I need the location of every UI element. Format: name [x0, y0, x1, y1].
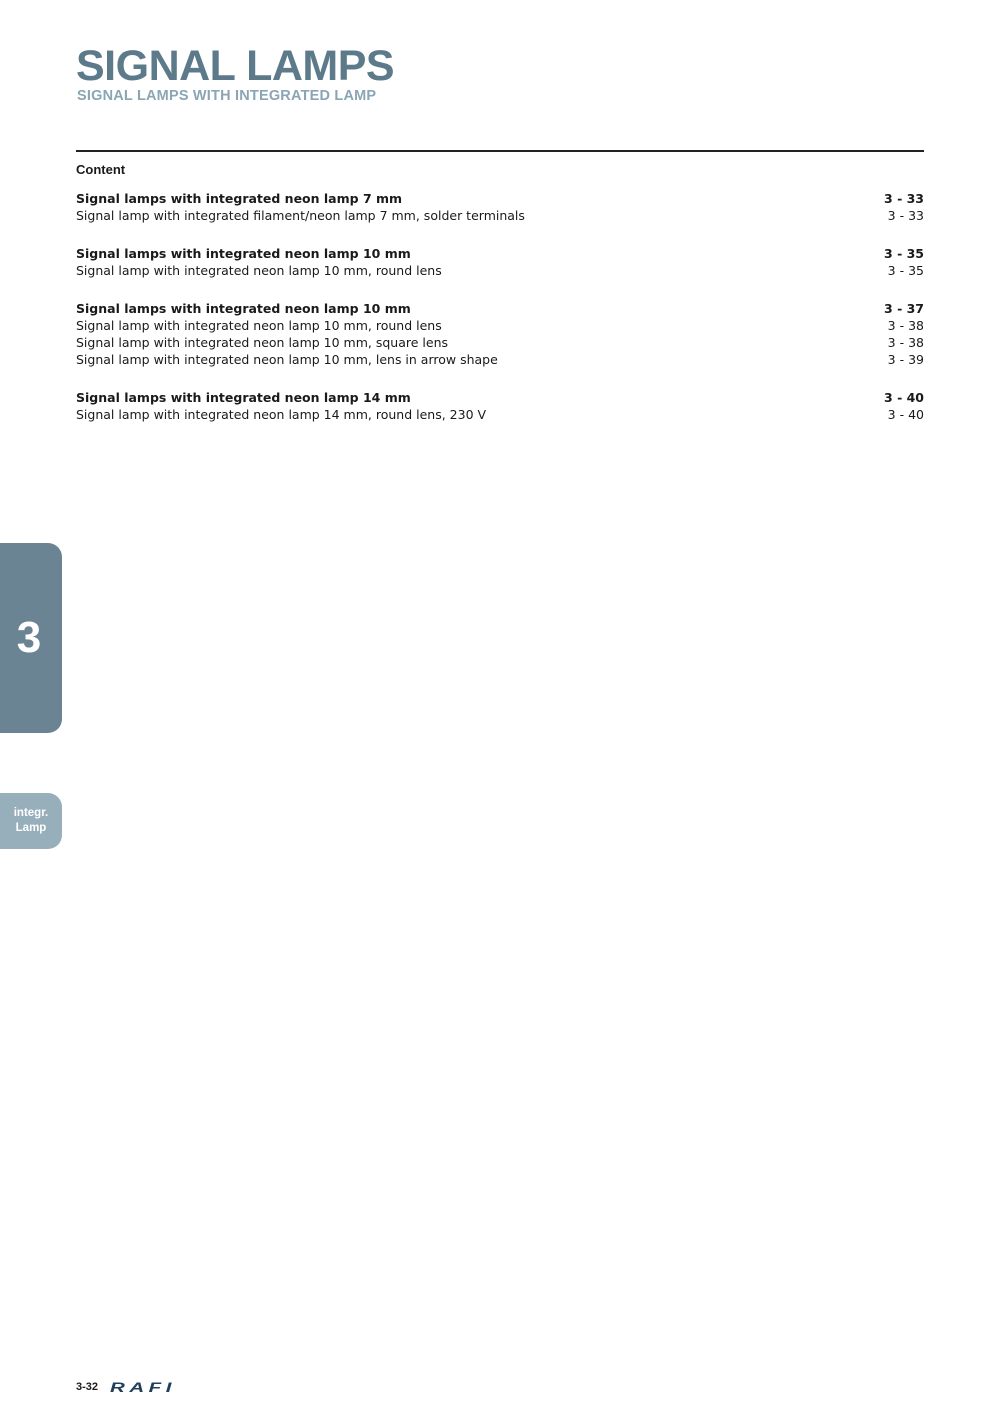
content-heading: Content — [76, 162, 126, 177]
toc-item-page: 3 - 38 — [887, 318, 924, 333]
toc-item-text: Signal lamp with integrated neon lamp 10 mm, round lens — [76, 318, 442, 333]
toc-item-page: 3 - 38 — [887, 335, 924, 350]
toc-item-row[interactable] — [76, 351, 924, 368]
toc-heading-text: Signal lamps with integrated neon lamp 7 mm — [76, 191, 403, 206]
chapter-tab[interactable] — [0, 543, 62, 733]
toc-heading-page: 3 - 33 — [884, 191, 924, 206]
rafi-logo — [110, 1381, 178, 1393]
toc-item-text: Signal lamp with integrated neon lamp 14 mm, round lens, 230 V — [76, 407, 487, 422]
toc-heading-page: 3 - 40 — [884, 390, 924, 405]
footer-page-number: 3-32 — [76, 1381, 99, 1393]
toc-heading-row[interactable] — [76, 389, 924, 406]
toc-item-text: Signal lamp with integrated neon lamp 10 mm, square lens — [76, 335, 449, 350]
toc-item-page: 3 - 33 — [887, 208, 924, 223]
toc-item-text: Signal lamp with integrated neon lamp 10 mm, round lens — [76, 263, 442, 278]
toc-item-page: 3 - 40 — [887, 407, 924, 422]
toc-group — [76, 389, 924, 423]
header-divider — [76, 150, 924, 152]
section-tab-line2: Lamp — [15, 822, 47, 834]
page-subtitle: SIGNAL LAMPS WITH INTEGRATED LAMP — [77, 88, 377, 104]
toc-group — [76, 190, 924, 224]
toc-heading-page: 3 - 37 — [884, 301, 924, 316]
toc-item-row[interactable] — [76, 207, 924, 224]
toc-item-page: 3 - 39 — [887, 352, 924, 367]
chapter-number: 3 — [16, 613, 42, 662]
toc-heading-row[interactable] — [76, 190, 924, 207]
page-title: SIGNAL LAMPS — [76, 42, 395, 90]
toc-group — [76, 300, 924, 368]
toc-heading-page: 3 - 35 — [884, 246, 924, 261]
toc-heading-text: Signal lamps with integrated neon lamp 14 mm — [76, 390, 411, 405]
toc-item-row[interactable] — [76, 262, 924, 279]
section-tab-line1: integr. — [13, 807, 49, 819]
toc-heading-text: Signal lamps with integrated neon lamp 10 mm — [76, 246, 411, 261]
toc-item-page: 3 - 35 — [887, 263, 924, 278]
logo-text: RAFI — [110, 1381, 176, 1393]
toc-heading-text: Signal lamps with integrated neon lamp 10 mm — [76, 301, 411, 316]
toc-item-row[interactable] — [76, 334, 924, 351]
toc-item-text: Signal lamp with integrated filament/neon lamp 7 mm, solder terminals — [76, 208, 525, 223]
toc-heading-row[interactable] — [76, 245, 924, 262]
section-tab[interactable] — [0, 793, 62, 849]
toc-heading-row[interactable] — [76, 300, 924, 317]
toc-group — [76, 245, 924, 279]
toc-item-row[interactable] — [76, 317, 924, 334]
toc-item-text: Signal lamp with integrated neon lamp 10 mm, lens in arrow shape — [76, 352, 498, 367]
toc-item-row[interactable] — [76, 406, 924, 423]
table-of-contents — [76, 190, 924, 444]
